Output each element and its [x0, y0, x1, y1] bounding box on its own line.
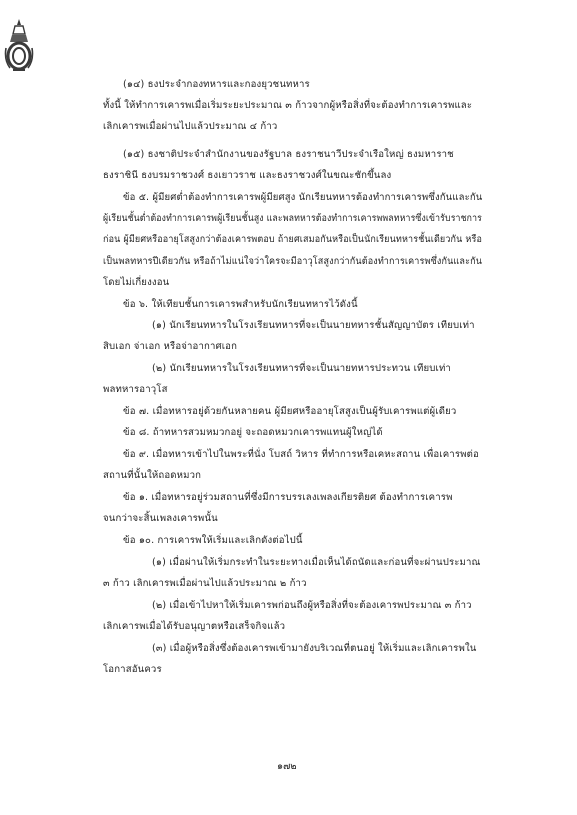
text-line: ข้อ ๑๐. การเคารพให้เริ่มและเลิกดังต่อไปนี้	[123, 535, 303, 546]
text-line: ก่อน ผู้มียศหรืออายุโสสูงกว่าต้องเคารพตอบ ถ้ายศเสมอกันหรือเป็นนักเรียนทหารชั้นเดียวกัน หรือ	[103, 234, 483, 245]
text-line: ผู้เรียนชั้นต่ำต้องทำการเคารพผู้เรียนชั้นสูง และพลทหารต้องทำการเคารพพลทหารซึ่งเข้ารับราชการ	[103, 213, 482, 224]
page-number: ๑๗๒	[277, 761, 297, 772]
royal-crown-emblem-icon	[4, 18, 34, 74]
text-line: ทั้งนี้ ให้ทำการเคารพเมื่อเริ่มระยะประมาณ ๓ ก้าวจากผู้หรือสิ่งที่จะต้องทำการเคารพและ	[103, 100, 473, 111]
text-line: (๓) เมื่อผู้หรือสิ่งซึ่งต้องเคารพเข้ามายังบริเวณที่ตนอยู่ ให้เริ่มและเลิกเคารพใน	[152, 643, 477, 654]
text-line: ข้อ ๕. ผู้มียศต่ำต้องทำการเคารพผู้มียศสูง นักเรียนทหารต้องทำการเคารพซึ่งกันและกัน	[123, 192, 483, 203]
text-line: ข้อ ๗. เมื่อทหารอยู่ด้วยกันหลายคน ผู้มียศหรืออายุโสสูงเป็นผู้รับเคารพแต่ผู้เดียว	[123, 406, 457, 417]
text-line: เลิกเคารพเมื่อผ่านไปแล้วประมาณ ๔ ก้าว	[103, 121, 278, 132]
text-line: เลิกเคารพเมื่อได้รับอนุญาตหรือเสร็จกิจแล้ว	[103, 621, 286, 632]
text-line: (๑) เมื่อผ่านให้เริ่มกระทำในระยะทางเมื่อเห็นได้ถนัดและก่อนที่จะผ่านประมาณ	[152, 557, 481, 568]
text-line: (๑๕) ธงชาติประจำสำนักงานของรัฐบาล ธงราชนาวีประจำเรือใหญ่ ธงมหาราช	[123, 149, 454, 160]
text-line: สิบเอก จ่าเอก หรือจ่าอากาศเอก	[103, 341, 238, 352]
text-line: สถานที่นั้นให้ถอดหมวก	[103, 470, 202, 481]
text-line: ข้อ ๖. ให้เทียบชั้นการเคารพสำหรับนักเรียนทหารไว้ดังนี้	[123, 299, 358, 310]
text-line: ๓ ก้าว เลิกเคารพเมื่อผ่านไปแล้วประมาณ ๒ ก้าว	[103, 578, 307, 589]
text-line: (๑๔) ธงประจำกองทหารและกองยุวชนทหาร	[123, 79, 310, 90]
text-line: ธงราชินี ธงบรมราชวงศ์ ธงเยาวราช และธงราชวงศ์ในขณะชักขึ้นลง	[103, 170, 392, 181]
text-line: โดยไม่เกี่ยงงอน	[103, 277, 170, 288]
text-line: ข้อ ๙. เมื่อทหารเข้าไปในพระที่นั่ง โบสถ์ วิหาร ที่ทำการหรือเคหะสถาน เพื่อเคารพต่อ	[123, 449, 479, 460]
text-line: โอกาสอันควร	[103, 664, 162, 675]
text-line: (๒) นักเรียนทหารในโรงเรียนทหารที่จะเป็นนายทหารประทวน เทียบเท่า	[152, 363, 451, 374]
text-line: (๒) เมื่อเข้าไปหาให้เริ่มเคารพก่อนถึงผู้หรือสิ่งที่จะต้องเคารพประมาณ ๓ ก้าว	[152, 600, 472, 611]
text-line: จนกว่าจะสิ้นเพลงเคารพนั้น	[103, 513, 218, 524]
text-line: พลทหารอาวุโส	[103, 384, 168, 395]
text-line: เป็นพลทหารปีเดียวกัน หรือถ้าไม่แน่ใจว่าใครจะมีอาวุโสสูงกว่ากันต้องทำการเคารพซึ่งกันและกัน	[103, 256, 483, 267]
text-line: ข้อ ๘. ถ้าทหารสวมหมวกอยู่ จะถอดหมวกเคารพแทนผู้ใหญ่ได้	[123, 427, 383, 438]
text-line: ข้อ ๑. เมื่อทหารอยู่ร่วมสถานที่ซึ่งมีการบรรเลงเพลงเกียรติยศ ต้องทำการเคารพ	[123, 492, 453, 503]
text-line: (๑) นักเรียนทหารในโรงเรียนทหารที่จะเป็นนายทหารชั้นสัญญาบัตร เทียบเท่า	[152, 320, 475, 331]
